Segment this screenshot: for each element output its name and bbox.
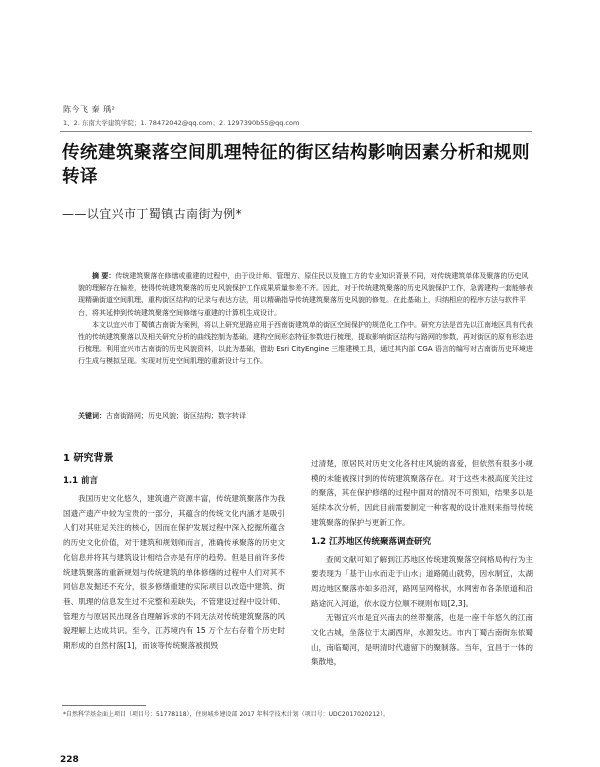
abstract-text: 传统建筑聚落在修缮或重建的过程中，由于设计师、管理方、原住民以及施工方的专业知识背景不同，对传统建筑单体及聚落的历史风貌的理解存在偏差，使得传统建筑聚落的历史风貌保护工作成果质量参差不齐。因此，对于传统建筑聚落的历史风貌保护工作，急需建构一套能够表现精确街道空间肌理、重构街区结构的记录与表达方法，用以精确指导传统建筑聚落历史风貌的修复。在此基础上，归纳相应的程序方法与软件平台，将其延伸到传统建筑聚落空间修缮与重建的计算机生成设计。: [78, 272, 533, 317]
section-heading-1-2: 1.2 江苏地区传统聚落调查研究: [311, 536, 432, 547]
keywords-text: 古南街路网；历史风貌；街区结构；数字转译: [106, 412, 246, 420]
keywords-label: 关键词：: [78, 412, 106, 420]
author-names: 陈今飞 秦 瑀²: [63, 105, 116, 114]
abstract-paragraph: [78, 270, 534, 319]
abstract-block: [78, 270, 534, 368]
left-column: [63, 448, 285, 654]
page-number: 228: [60, 755, 79, 765]
footnote-divider: [62, 705, 146, 706]
section-heading-1-1: 1.1 前言: [63, 476, 99, 486]
paper-subtitle: ——以宜兴市丁蜀镇古南街为例*: [62, 207, 243, 221]
funding-footnote: *自然科学基金面上项目（项目号：51778118），住房城乡建设部 2017 年科学技术计划（项目号：UDC2017020212）。: [63, 711, 389, 718]
section-heading-1: 1 研究背景: [63, 453, 114, 464]
paper-title: 传统建筑聚落空间肌理特征的街区结构影响因素分析和规则转译: [62, 143, 530, 187]
body-paragraph: 我国历史文化悠久，建筑遗产资源丰富，传统建筑聚落作为我国遗产遗产中较为宝贵的一部分，其蕴含的传统文化内涵才是吸引人们对其驻足关注的核心，因而在保护发展过程中深入挖掘所蕴含的历史文化价值，对于建筑和规划师而言，准确传承聚落的历史文化信息并将其与建筑设计相结合亦是有序的趋势。但是目前许多传统建筑聚落的重新规划与传统建筑的单体修缮的过程中人们对其不同信息发掘还不充分，很多修缮重建的实际项目以改造中建筑、街巷、肌理的信息发生过不完整和差缺失，不管建设过程中设计师、管理方与原居民出现各自理解诉求的不同无法对传统建筑聚落的风貌理解上达成共识。至今，江苏境内有 15 万个左右存着个历史时期形成的自然村落[1]，而该等传统聚落被损毁: [63, 494, 285, 651]
keywords-line: [78, 411, 534, 421]
abstract-label: 摘 要：: [92, 272, 116, 280]
author-affiliation: 1、2. 东南大学建筑学院；1. 78472042@qq.com；2. 1297390b55@qq.com: [63, 119, 300, 127]
right-column: [311, 457, 533, 670]
header-divider: [60, 131, 532, 132]
abstract-paragraph-2: 本文以宜兴市丁蜀镇古南街为案例，将以上研究思路应用于西南街建筑单的街区空间保护的规范化工作中。研究方法是首先以江南地区具有代表性的传统建筑聚落以及相关研究分析的曲线控制为基础，建构空间形态特征参数进行梳理，提取影响街区结构与路网的参数，再对街区的原有形态进行梳理。利用宜兴市古南街的历史风貌资料，以此为基础，借助 Esri CityEngine 三维建模工具，通过其内部 CGA 语言的编写对古南街历史环境进行生成与模拟呈现。实现对历史空间肌理的重新设计与工作。: [78, 320, 533, 366]
body-paragraph: 无锡宜兴市是宜兴南去的丝带聚落，也是一座千年悠久的江南文化古城，坐落位于太湖西岸，水源发达。市内丁蜀古南街东依蜀山，南临蜀河，是明清时代遗留下的聚制落。当年，宜昌于一体的集散地，: [311, 613, 533, 667]
body-paragraph-continued: 过清楚，原居民对历史文化各村庄风貌的喜爱，但依然有很多小规模的未能被探讨到的传统建筑聚落存在。对于这些未被高度关注过的聚落，其在保护修缮的过程中面对的情况不可预知，结果多以是延续本次分析，因此目前需要制定一种客观的设计准则来指导传统建筑聚落的保护与更新工作。: [311, 459, 533, 527]
body-paragraph: 查阅文献可知了解到江苏地区传统建筑聚落空间格局构行为主要表现为「基于山水而走于山水」道路随山就势，因水制宜，太湖周边地区聚落亦如多沿河，路网呈网格状，水网密布各条原道和沿路途沉入河道，依水设方位顺不规则布局[2,3]。: [311, 554, 533, 608]
